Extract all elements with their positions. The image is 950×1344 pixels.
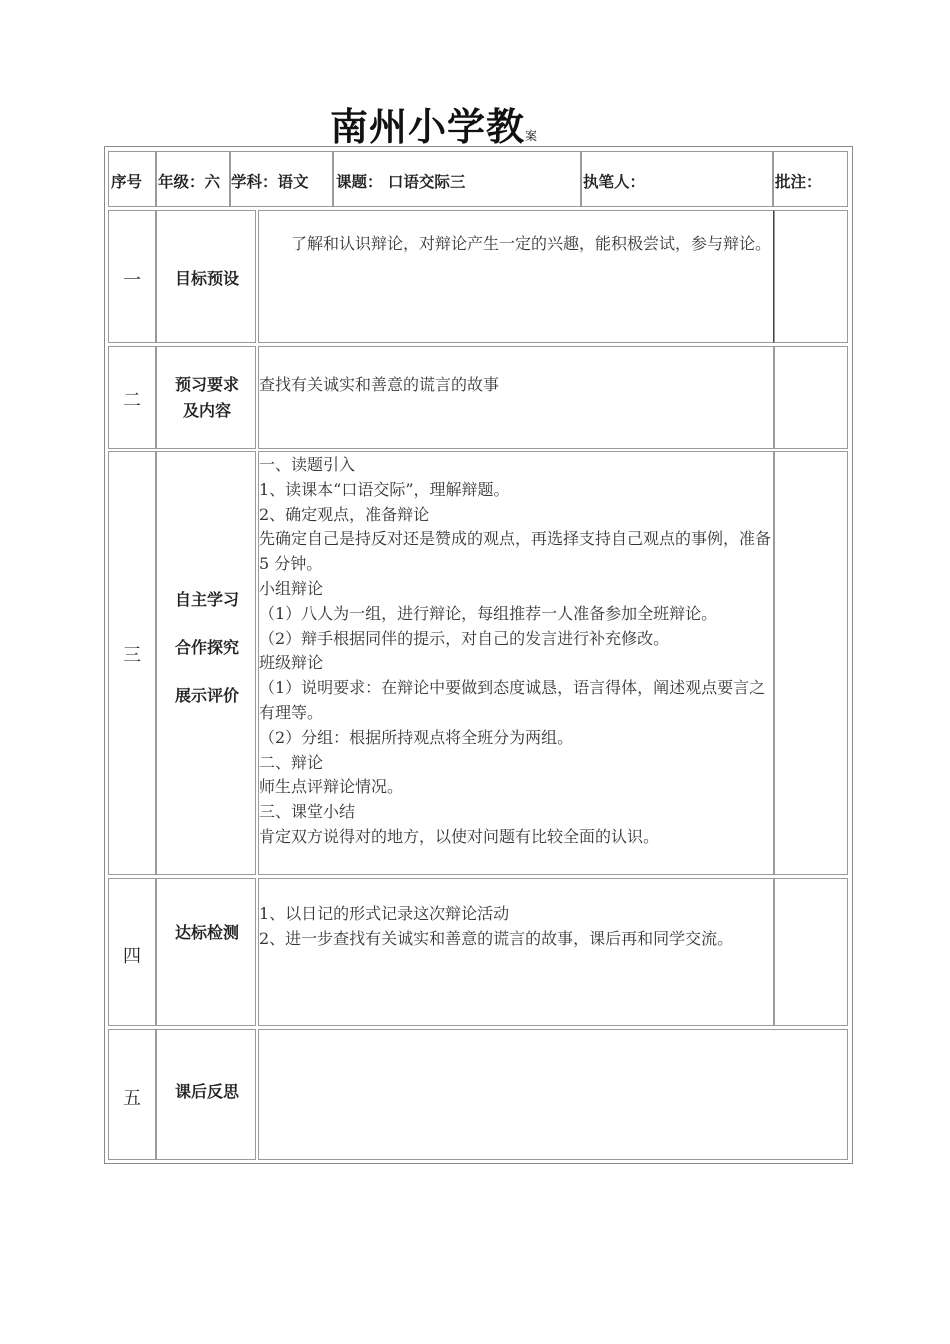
row1-label-line: 目标预设 bbox=[174, 269, 239, 288]
row1-content bbox=[259, 232, 774, 257]
title-main: 南州小学教 bbox=[330, 105, 526, 149]
row3-content-line-6: （1）八人为一组，进行辩论，每组推荐一人准备参加全班辩论。 bbox=[259, 603, 718, 623]
row3-content-line-14: 肯定双方说得对的地方，以使对问题有比较全面的认识。 bbox=[259, 826, 660, 846]
row4-label-cell bbox=[156, 878, 256, 1026]
row1-content-line: 了解和认识辩论，对辩论产生一定的兴趣，能积极尝试，参与辩论。 bbox=[291, 234, 772, 253]
header-grade: 年级：六 bbox=[158, 173, 221, 191]
row5-number: 五 bbox=[123, 1088, 141, 1109]
document-title bbox=[330, 96, 537, 151]
row2-number: 二 bbox=[123, 390, 141, 411]
row3-content-line-10: （2）分组：根据所持观点将全班分为两组。 bbox=[259, 727, 574, 747]
row4-label bbox=[157, 920, 257, 943]
header-seq: 序号 bbox=[111, 173, 143, 191]
row3-label bbox=[157, 576, 257, 720]
row3-remark-cell bbox=[774, 451, 848, 875]
header-remark: 批注： bbox=[775, 173, 822, 191]
row3-content-line-12: 师生点评辩论情况。 bbox=[259, 777, 404, 797]
row5-label bbox=[157, 1079, 257, 1102]
row3-content-line-3: 2、确定观点，准备辩论 bbox=[259, 504, 430, 524]
row3-content-line-11: 二、辩论 bbox=[259, 752, 324, 772]
header-author: 执笔人： bbox=[583, 173, 646, 191]
row4-content-cell bbox=[258, 878, 774, 1026]
row3-content-line-8: 班级辩论 bbox=[259, 653, 324, 673]
row1-label bbox=[157, 266, 257, 289]
row2-label-line-2: 及内容 bbox=[182, 401, 231, 420]
row5-label-line: 课后反思 bbox=[174, 1082, 239, 1101]
row1-number: 一 bbox=[123, 270, 141, 291]
row2-label bbox=[157, 372, 257, 424]
row3-label-line-3: 展示评价 bbox=[174, 686, 239, 705]
row3-content-line-9: （1）说明要求：在辩论中要做到态度诚恳，语言得体，阐述观点要言之有理等。 bbox=[259, 678, 766, 722]
row4-label-line: 达标检测 bbox=[174, 923, 239, 942]
title-suffix: 案 bbox=[525, 129, 538, 143]
row1-content-cell bbox=[258, 210, 774, 343]
row4-number: 四 bbox=[123, 946, 141, 967]
row3-label-line-1: 自主学习 bbox=[174, 590, 239, 609]
row1-remark-cell bbox=[774, 210, 848, 343]
row3-number: 三 bbox=[123, 645, 141, 666]
row3-content-line-7: （2）辩手根据同伴的提示，对自己的发言进行补充修改。 bbox=[259, 628, 670, 648]
row2-content bbox=[259, 373, 774, 398]
row2-label-line-1: 预习要求 bbox=[174, 375, 239, 394]
row5-content-cell bbox=[258, 1029, 848, 1160]
row3-label-line-2: 合作探究 bbox=[174, 638, 239, 657]
row3-content-line-2: 1、读课本“口语交际”，理解辩题。 bbox=[259, 479, 510, 499]
header-subject: 学科：语文 bbox=[231, 173, 309, 191]
row2-remark-cell bbox=[774, 346, 848, 449]
header-topic: 课题： 口语交际三 bbox=[336, 173, 466, 191]
row4-content-line-1: 1、以日记的形式记录这次辩论活动 bbox=[259, 904, 510, 923]
row4-content bbox=[259, 902, 774, 952]
row2-content-line: 查找有关诚实和善意的谎言的故事 bbox=[259, 375, 500, 394]
row3-content-line-1: 一、读题引入 bbox=[259, 455, 356, 474]
row4-content-line-2: 2、进一步查找有关诚实和善意的谎言的故事，课后再和同学交流。 bbox=[259, 928, 734, 948]
row4-remark-cell bbox=[774, 878, 848, 1026]
row3-content-line-4: 先确定自己是持反对还是赞成的观点，再选择支持自己观点的事例，准备 5 分钟。 bbox=[259, 529, 772, 574]
row3-content-line-13: 三、课堂小结 bbox=[259, 802, 356, 822]
row3-content bbox=[259, 453, 774, 850]
row3-content-line-5: 小组辩论 bbox=[259, 578, 324, 598]
